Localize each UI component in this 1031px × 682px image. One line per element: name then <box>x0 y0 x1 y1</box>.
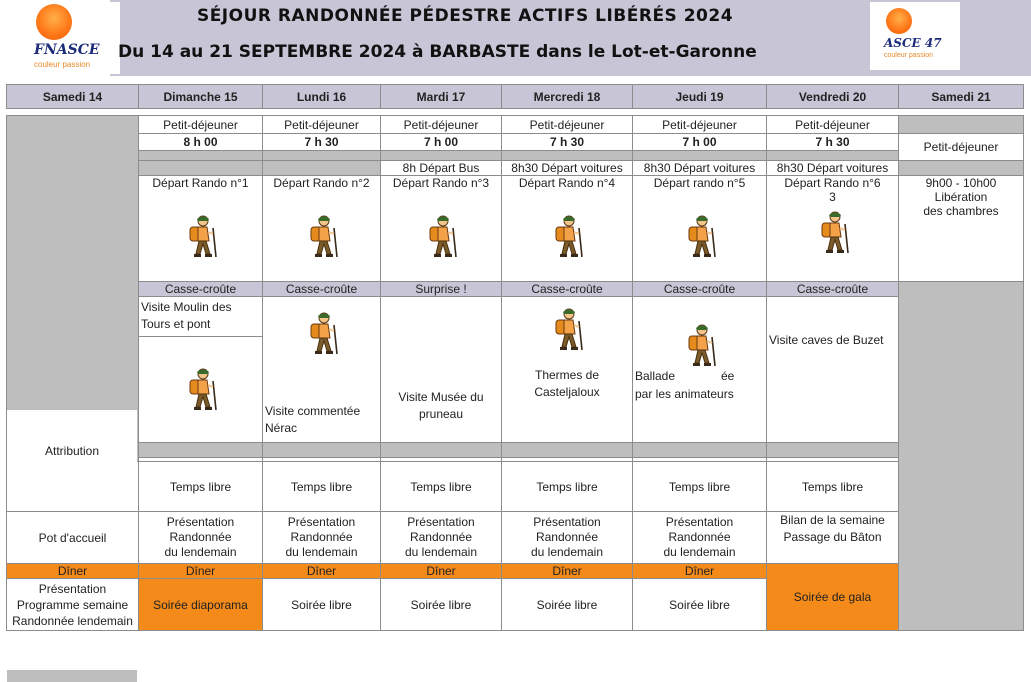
hiker-icon <box>682 214 718 262</box>
welcome-drink: Pot d'accueil <box>7 512 139 564</box>
day-header: Vendredi 20 <box>767 85 899 109</box>
dinner: Dîner <box>381 564 502 579</box>
gala-evening: Soirée de gala <box>767 564 899 631</box>
day-header: Mercredi 18 <box>502 85 633 109</box>
departure-time: 8h30 Départ voitures <box>502 161 633 176</box>
hike-label: Départ Rando n°6 <box>784 176 881 190</box>
closing: Bilan de la semaine Passage du Bâton <box>767 512 899 564</box>
departure-time: 8h Départ Bus <box>381 161 502 176</box>
dinner: Dîner <box>139 564 263 579</box>
page-title: SÉJOUR RANDONNÉE PÉDESTRE ACTIFS LIBÉRÉS 2024 <box>196 6 734 26</box>
lunch: Casse-croûte <box>139 282 263 297</box>
hiker-icon <box>549 307 585 355</box>
day-header: Samedi 21 <box>899 85 1024 109</box>
afternoon-cell: Visite commentée Nérac <box>263 297 381 443</box>
hiker-icon <box>183 367 219 415</box>
lunch: Casse-croûte <box>633 282 767 297</box>
asce47-logo: ASCE 47 couleur passion <box>870 2 960 70</box>
day-header-row <box>7 85 1024 109</box>
afternoon-cell: Visite Musée du pruneau <box>381 297 502 443</box>
page-subtitle: Du 14 au 21 SEPTEMBRE 2024 à BARBASTE dans le Lot-et-Garonne <box>118 42 757 62</box>
page-header <box>0 0 1031 78</box>
hike-label: Départ Rando n°3 <box>392 176 490 190</box>
hike-label: Départ Rando n°2 <box>273 176 370 190</box>
footer-band <box>7 670 137 682</box>
breakfast-label: Petit-déjeuner <box>139 116 263 134</box>
free-time: Temps libre <box>139 462 263 512</box>
departure-time: 8h30 Départ voitures <box>767 161 899 176</box>
hiker-icon <box>183 214 219 262</box>
afternoon-cell: Visite Moulin des Tours et pont <box>139 297 263 443</box>
briefing: Présentation Randonnée du lendemain <box>502 512 633 564</box>
dinner: Dîner <box>633 564 767 579</box>
evening-free: Soirée libre <box>381 579 502 631</box>
evening-free: Soirée libre <box>263 579 381 631</box>
hike-label: Départ Rando n°4 <box>518 176 616 190</box>
evening-slideshow: Soirée diaporama <box>139 579 263 631</box>
lunch: Casse-croûte <box>263 282 381 297</box>
breakfast-time: 7 h 30 <box>502 134 633 151</box>
arrival-attribution: Attribution <box>7 410 137 482</box>
departure-time: 8h30 Départ voitures <box>633 161 767 176</box>
dinner: Dîner <box>263 564 381 579</box>
breakfast-label: Petit-déjeuner <box>502 116 633 134</box>
breakfast-time: 8 h 00 <box>139 134 263 151</box>
evening-free: Soirée libre <box>633 579 767 631</box>
hiker-icon <box>549 214 585 262</box>
briefing: Présentation Randonnée du lendemain <box>139 512 263 564</box>
afternoon-cell: Visite caves de Buzet <box>767 297 899 443</box>
free-time: Temps libre <box>767 462 899 512</box>
free-time: Temps libre <box>633 462 767 512</box>
day-header: Lundi 16 <box>263 85 381 109</box>
breakfast-time: 7 h 30 <box>263 134 381 151</box>
day-header: Dimanche 15 <box>139 85 263 109</box>
hike-cell <box>381 176 502 282</box>
breakfast-label: Petit-déjeuner <box>767 116 899 134</box>
hiker-icon <box>304 311 340 359</box>
dinner: Dîner <box>7 564 139 579</box>
breakfast-time: 7 h 30 <box>767 134 899 151</box>
briefing: Présentation Randonnée du lendemain <box>263 512 381 564</box>
hike-cell <box>502 176 633 282</box>
day-header: Jeudi 19 <box>633 85 767 109</box>
hiker-icon <box>682 323 718 371</box>
afternoon-cell: Ballade ée par les animateurs <box>633 297 767 443</box>
lunch: Casse-croûte <box>502 282 633 297</box>
breakfast-label: Petit-déjeuner <box>263 116 381 134</box>
day-header: Mardi 17 <box>381 85 502 109</box>
free-time: Temps libre <box>381 462 502 512</box>
breakfast-label: Petit-déjeuner <box>381 116 502 134</box>
hiker-icon <box>815 210 851 258</box>
hiker-icon <box>304 214 340 262</box>
hiker-icon <box>423 214 459 262</box>
lunch: Casse-croûte <box>767 282 899 297</box>
hike-label: Départ rando n°5 <box>653 176 746 190</box>
hike-cell <box>633 176 767 282</box>
hike-cell: Départ Rando n°6 3 <box>767 176 899 282</box>
hike-label: Départ Rando n°1 <box>152 176 249 190</box>
hike-cell <box>263 176 381 282</box>
evening-presentation: Présentation Programme semaine Randonnée lendemain <box>7 579 139 631</box>
schedule-table <box>6 84 1024 631</box>
evening-free: Soirée libre <box>502 579 633 631</box>
afternoon-cell: Thermes de Casteljaloux <box>502 297 633 443</box>
hike-cell <box>139 176 263 282</box>
breakfast-time: 7 h 00 <box>633 134 767 151</box>
free-time: Temps libre <box>502 462 633 512</box>
day-header: Samedi 14 <box>7 85 139 109</box>
departure-day-empty <box>899 282 1024 631</box>
checkout-cell: 9h00 - 10h00 Libération des chambres <box>899 176 1024 282</box>
briefing: Présentation Randonnée du lendemain <box>633 512 767 564</box>
departure-day-top <box>899 116 1024 134</box>
lunch: Surprise ! <box>381 282 502 297</box>
breakfast-label: Petit-déjeuner <box>633 116 767 134</box>
fnasce-logo: FNASCE couleur passion <box>30 2 120 74</box>
dinner: Dîner <box>502 564 633 579</box>
breakfast-time: 7 h 00 <box>381 134 502 151</box>
briefing: Présentation Randonnée du lendemain <box>381 512 502 564</box>
departure-day-breakfast: Petit-déjeuner <box>899 134 1024 161</box>
free-time: Temps libre <box>263 462 381 512</box>
